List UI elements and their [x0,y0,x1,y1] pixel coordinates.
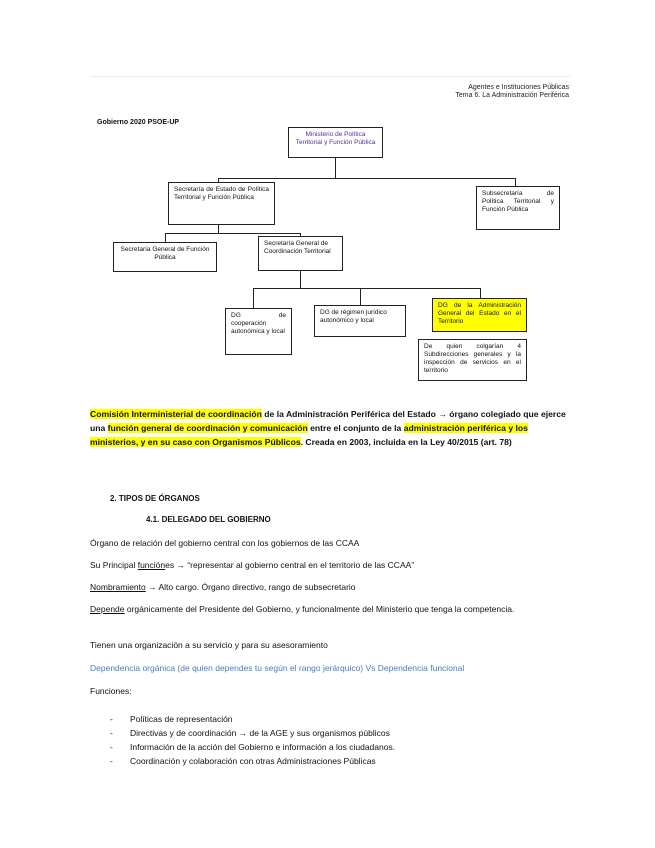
connector-line [253,288,480,289]
connector-line [360,288,361,305]
nombramiento-word: Nombramiento [90,582,146,592]
list-item: - Información de la acción del Gobierno e información a los ciudadanos. [110,740,395,754]
comision-highlight-2: función general de coordinación y comunicación [107,423,308,433]
orgchart-title: Gobierno 2020 PSOE-UP [97,119,180,126]
list-item: - Políticas de representación [110,712,395,726]
principal-prefix: Su Principal [90,560,138,570]
connector-line [165,233,300,234]
depende-text [90,602,560,616]
list-item: - Directivas y de coordinación → de la AGE y sus organismos públicos [110,726,395,740]
orgchart-box-dg-note: De quien colgarían 4 Subdirecciones generales y la inspección de servicios en el territorio [418,339,527,381]
header-subject: Agentes e Instituciones Públicas [468,84,569,91]
section-title: 2. TIPOS DE ÓRGANOS [110,494,200,503]
principal-funcion-text [90,558,414,572]
principal-suffix: es → “representar al gobierno central en el territorio de las CCAA” [165,560,415,570]
comision-paragraph [90,407,570,449]
orgchart-box-secretaria-estado: Secretaría de Estado de Política Territorial y Función Pública [168,182,275,225]
subsection-title: 4.1. DELEGADO DEL GOBIERNO [146,515,271,524]
connector-line [300,271,301,288]
connector-line [480,288,481,298]
organo-text: Órgano de relación del gobierno central con los gobiernos de las CCAA [90,538,360,548]
comision-highlight-3: administración periférica y los ministerios, y en su caso con Organismos Públicos [90,423,528,447]
orgchart-box-ministerio: Ministerio de Política Territorial y Función Pública [288,127,383,158]
funciones-label: Funciones: [90,686,132,696]
dependencia-text: Dependencia orgánica (de quien dependes tu según el rango jerárquico) Vs Dependencia funcional [90,663,465,673]
orgchart-box-subsecretaria: Subsecretaría de Política Territorial y Función Pública [476,186,560,230]
header-topic: Tema 6. La Administración Periférica [455,92,569,99]
connector-line [218,225,219,233]
connector-line [165,233,166,242]
comision-highlight-1: Comisión Interministerial de coordinación [90,409,262,419]
funciones-list [110,712,395,768]
orgchart-box-dg-age: DG de la Administración General del Estado en el Territorio [432,298,527,332]
nombramiento-rest: → Alto cargo. Órgano directivo, rango de subsecretario [145,582,356,592]
orgchart-box-dg-regimen: DG de régimen jurídico autonómico y local [314,305,406,337]
organizacion-text: Tienen una organización a su servicio y para su asesoramiento [90,640,328,650]
comision-text-3: . Creada en 2003, incluida en la Ley 40/2015 (art. 78) [300,437,512,447]
connector-line [253,288,254,308]
connector-line [218,178,515,179]
orgchart-box-sg-funcion-publica: Secretaría General de Función Pública [113,242,217,272]
depende-word: Depende [90,604,125,614]
nombramiento-text [90,580,356,594]
list-item: - Coordinación y colaboración con otras Administraciones Públicas [110,754,395,768]
orgchart-box-sg-coordinacion: Secretaría General de Coordinación Territorial [258,236,343,271]
connector-line [335,158,336,178]
depende-rest: orgánicamente del Presidente del Gobierno, y funcionalmente del Ministerio que tenga la competencia. [124,604,515,614]
orgchart-box-dg-cooperacion: DG de cooperación autonómica y local [225,308,292,355]
comision-text-1: de la Administración Periférica del Estado → órgano colegiado que ejerce una [90,409,566,433]
header-rule [90,76,570,77]
connector-line [515,178,516,186]
comision-text-2: entre el conjunto de la [307,423,404,433]
principal-funcion-word: función [137,560,166,570]
